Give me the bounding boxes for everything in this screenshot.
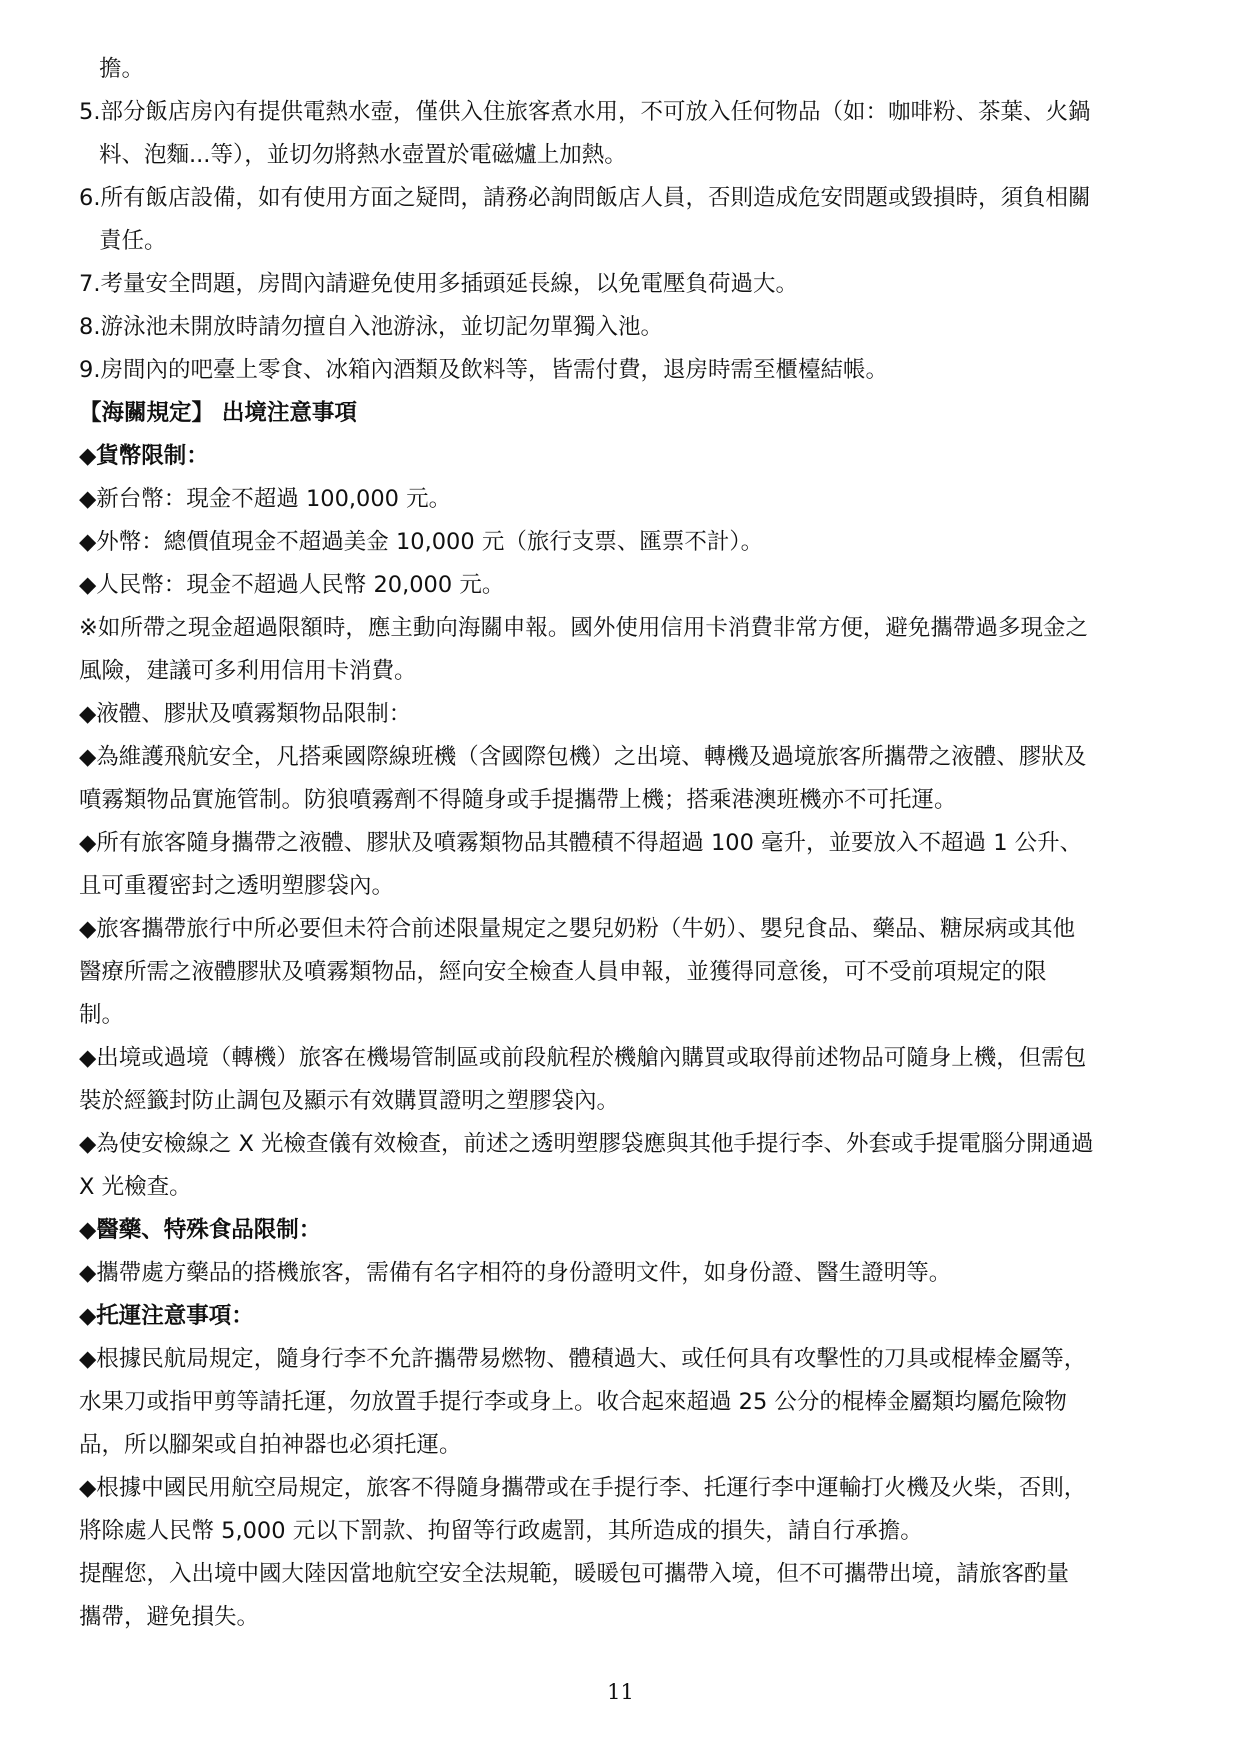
section-heading-customs: 【海關規定】 出境注意事項 — [79, 400, 357, 426]
hotel-rule-5: 5.部分飯店房內有提供電熱水壺，僅供入住旅客煮水用，不可放入任何物品（如：咖啡粉、茶葉、火鍋 — [79, 99, 1091, 125]
baggage-rule-2-cont: 將除處人民幣 5,000 元以下罰款、拘留等行政處罰，其所造成的損失，請自行承擔。 — [79, 1518, 923, 1544]
reminder: 提醒您，入出境中國大陸因當地航空安全法規範，暖暖包可攜帶入境，但不可攜帶出境，請旅客酌量 — [79, 1561, 1070, 1587]
liquids-rule-3-cont: 醫療所需之液體膠狀及噴霧類物品，經向安全檢查人員申報，並獲得同意後，可不受前項規定的限 — [79, 959, 1047, 985]
subheading-liquids: ◆液體、膠狀及噴霧類物品限制： — [79, 701, 412, 727]
currency-note-cont: 風險，建議可多利用信用卡消費。 — [79, 658, 417, 684]
hotel-rule-6: 6.所有飯店設備，如有使用方面之疑問，請務必詢問飯店人員，否則造成危安問題或毀損時，須負相關 — [79, 185, 1091, 211]
hotel-rule-7: 7.考量安全問題，房間內請避免使用多插頭延長線，以免電壓負荷過大。 — [79, 271, 798, 297]
liquids-rule-4-cont: 裝於經籤封防止調包及顯示有效購買證明之塑膠袋內。 — [79, 1088, 620, 1114]
liquids-rule-3-end: 制。 — [79, 1002, 125, 1028]
currency-foreign: ◆外幣：總價值現金不超過美金 10,000 元（旅行支票、匯票不計）。 — [79, 529, 764, 555]
medicine-rule: ◆攜帶處方藥品的搭機旅客，需備有名字相符的身份證明文件，如身份證、醫生證明等。 — [79, 1260, 952, 1286]
subheading-currency: ◆貨幣限制： — [79, 443, 209, 469]
liquids-rule-3: ◆旅客攜帶旅行中所必要但未符合前述限量規定之嬰兒奶粉（牛奶）、嬰兒食品、藥品、糖尿病或其他 — [79, 916, 1076, 942]
liquids-rule-1-cont: 噴霧類物品實施管制。防狼噴霧劑不得隨身或手提攜帶上機；搭乘港澳班機亦不可托運。 — [79, 787, 957, 813]
subheading-medicine: ◆醫藥、特殊食品限制： — [79, 1217, 322, 1243]
reminder-cont: 攜帶，避免損失。 — [79, 1604, 260, 1630]
liquids-rule-1: ◆為維護飛航安全，凡搭乘國際線班機（含國際包機）之出境、轉機及過境旅客所攜帶之液體、膠狀及 — [79, 744, 1087, 770]
hotel-rule-5-cont: 料、泡麵...等），並切勿將熱水壺置於電磁爐上加熱。 — [99, 142, 627, 168]
liquids-rule-5: ◆為使安檢線之 X 光檢查儀有效檢查，前述之透明塑膠袋應與其他手提行李、外套或手提電腦分開通過 — [79, 1131, 1094, 1157]
currency-twd: ◆新台幣：現金不超過 100,000 元。 — [79, 486, 452, 512]
liquids-rule-2-cont: 且可重覆密封之透明塑膠袋內。 — [79, 873, 395, 899]
baggage-rule-2: ◆根據中國民用航空局規定，旅客不得隨身攜帶或在手提行李、托運行李中運輸打火機及火柴，否則， — [79, 1475, 1087, 1501]
baggage-rule-1: ◆根據民航局規定，隨身行李不允許攜帶易燃物、體積過大、或任何具有攻擊性的刀具或棍棒金屬等， — [79, 1346, 1087, 1372]
hotel-rule-9: 9.房間內的吧臺上零食、冰箱內酒類及飲料等，皆需付費，退房時需至櫃檯結帳。 — [79, 357, 888, 383]
liquids-rule-2: ◆所有旅客隨身攜帶之液體、膠狀及噴霧類物品其體積不得超過 100 毫升，並要放入不超過 1 公升、 — [79, 830, 1083, 856]
baggage-rule-1-end: 品，所以腳架或自拍神器也必須托運。 — [79, 1432, 462, 1458]
liquids-rule-4: ◆出境或過境（轉機）旅客在機場管制區或前段航程於機艙內購買或取得前述物品可隨身上機，但需包 — [79, 1045, 1087, 1071]
continued-line: 擔。 — [99, 56, 145, 82]
page-number: 11 — [607, 1680, 634, 1704]
baggage-rule-1-cont: 水果刀或指甲剪等請托運，勿放置手提行李或身上。收合起來超過 25 公分的棍棒金屬類均屬危險物 — [79, 1389, 1067, 1415]
currency-rmb: ◆人民幣：現金不超過人民幣 20,000 元。 — [79, 572, 505, 598]
document-body — [79, 48, 1204, 1639]
hotel-rule-8: 8.游泳池未開放時請勿擅自入池游泳，並切記勿單獨入池。 — [79, 314, 663, 340]
hotel-rule-6-cont: 責任。 — [99, 228, 167, 254]
currency-note: ※如所帶之現金超過限額時，應主動向海關申報。國外使用信用卡消費非常方便，避免攜帶過多現金之 — [79, 615, 1088, 641]
subheading-checked-baggage: ◆托運注意事項： — [79, 1303, 254, 1329]
liquids-rule-5-cont: X 光檢查。 — [79, 1174, 192, 1200]
